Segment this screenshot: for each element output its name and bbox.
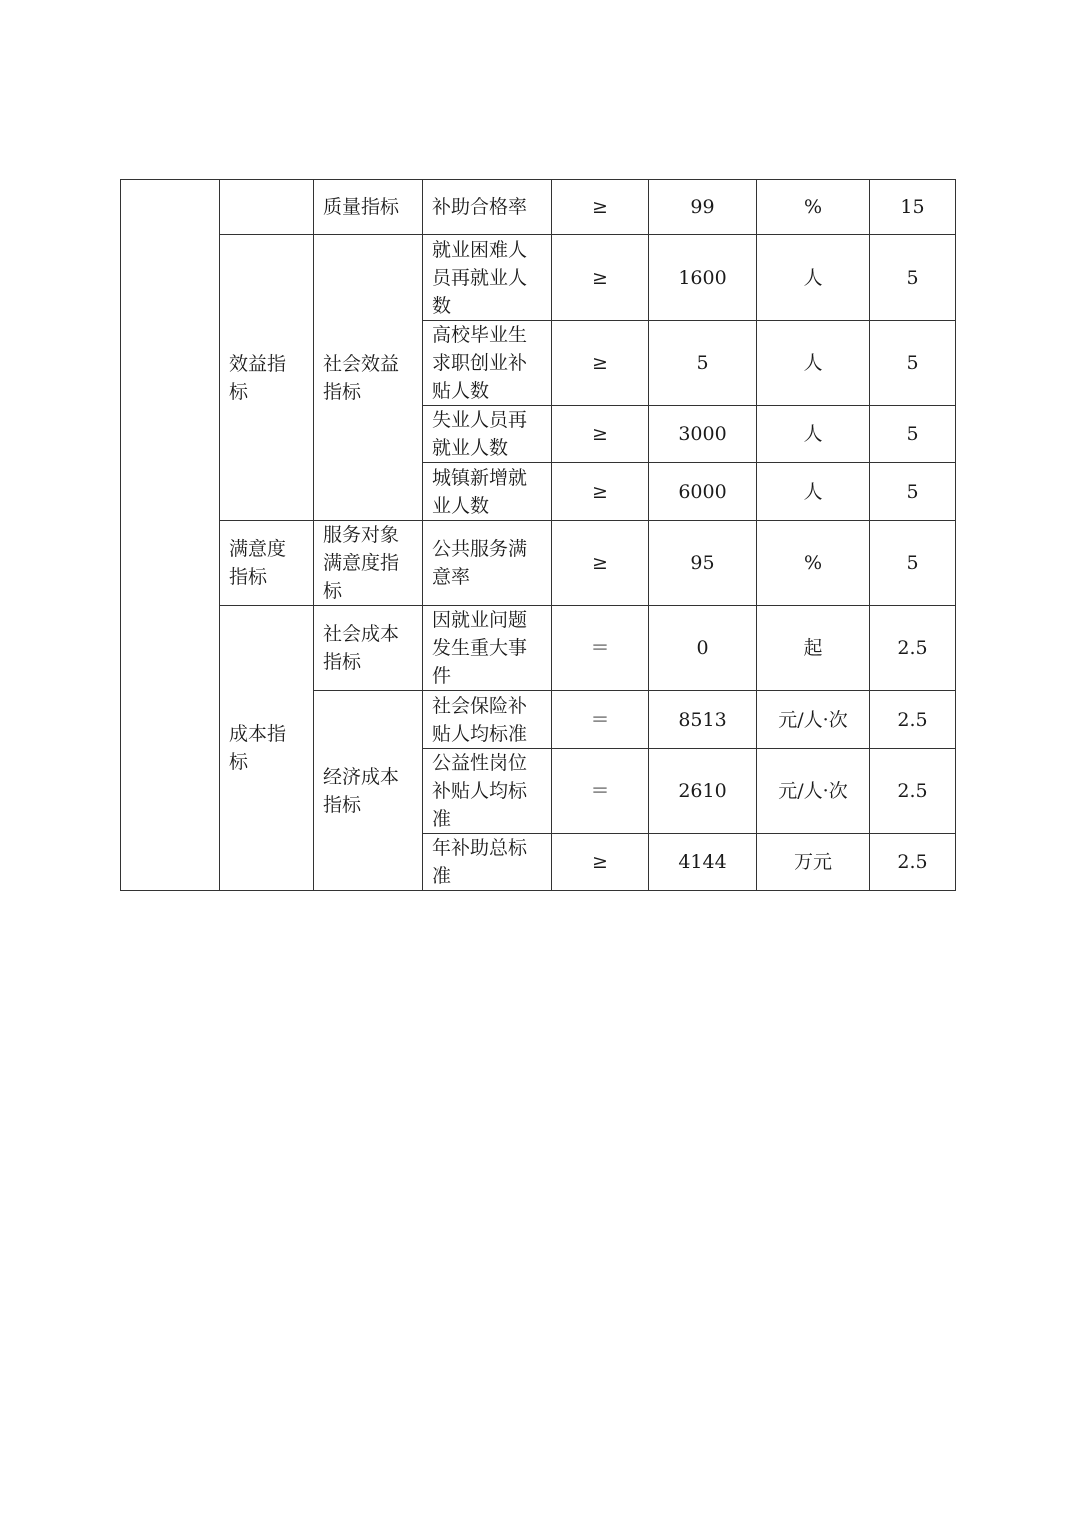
target-value-cell: 2610 <box>649 749 757 834</box>
unit-cell: 元/人·次 <box>757 691 870 749</box>
score-cell: 5 <box>870 521 956 606</box>
level2-indicator-cell: 满意度指标 <box>220 521 314 606</box>
operator-cell: ＝ <box>552 691 649 749</box>
table-row <box>121 180 956 235</box>
table-row <box>121 235 956 321</box>
operator-cell: ＝ <box>552 606 649 691</box>
operator-cell: ≥ <box>552 321 649 406</box>
target-value-cell: 6000 <box>649 463 757 521</box>
target-value-cell: 5 <box>649 321 757 406</box>
indicator-name-cell: 年补助总标准 <box>423 834 552 891</box>
operator-cell: ≥ <box>552 463 649 521</box>
level3-indicator-cell: 经济成本指标 <box>314 691 423 891</box>
unit-cell: % <box>757 521 870 606</box>
level1-indicator-cell <box>121 180 220 891</box>
indicator-name-cell: 高校毕业生求职创业补贴人数 <box>423 321 552 406</box>
operator-cell: ≥ <box>552 180 649 235</box>
indicator-name-cell: 公益性岗位补贴人均标准 <box>423 749 552 834</box>
operator-cell: ≥ <box>552 521 649 606</box>
level3-indicator-cell: 质量指标 <box>314 180 423 235</box>
operator-cell: ＝ <box>552 749 649 834</box>
level3-indicator-cell: 服务对象满意度指标 <box>314 521 423 606</box>
target-value-cell: 99 <box>649 180 757 235</box>
score-cell: 2.5 <box>870 606 956 691</box>
score-cell: 15 <box>870 180 956 235</box>
score-cell: 5 <box>870 406 956 463</box>
level2-indicator-cell: 成本指标 <box>220 606 314 891</box>
target-value-cell: 8513 <box>649 691 757 749</box>
indicator-name-cell: 社会保险补贴人均标准 <box>423 691 552 749</box>
table-row <box>121 606 956 691</box>
target-value-cell: 4144 <box>649 834 757 891</box>
indicator-name-cell: 城镇新增就业人数 <box>423 463 552 521</box>
table-row <box>121 521 956 606</box>
unit-cell: 人 <box>757 406 870 463</box>
score-cell: 2.5 <box>870 834 956 891</box>
unit-cell: 起 <box>757 606 870 691</box>
score-cell: 5 <box>870 463 956 521</box>
indicator-name-cell: 公共服务满意率 <box>423 521 552 606</box>
score-cell: 5 <box>870 321 956 406</box>
level3-indicator-cell: 社会成本指标 <box>314 606 423 691</box>
target-value-cell: 0 <box>649 606 757 691</box>
unit-cell: 元/人·次 <box>757 749 870 834</box>
level3-indicator-cell: 社会效益指标 <box>314 235 423 521</box>
score-cell: 2.5 <box>870 691 956 749</box>
operator-cell: ≥ <box>552 406 649 463</box>
score-cell: 2.5 <box>870 749 956 834</box>
target-value-cell: 1600 <box>649 235 757 321</box>
indicator-name-cell: 补助合格率 <box>423 180 552 235</box>
unit-cell: 人 <box>757 235 870 321</box>
performance-indicator-table <box>120 179 956 891</box>
target-value-cell: 3000 <box>649 406 757 463</box>
indicator-name-cell: 因就业问题发生重大事件 <box>423 606 552 691</box>
unit-cell: 人 <box>757 463 870 521</box>
level2-indicator-cell: 效益指标 <box>220 235 314 521</box>
unit-cell: 人 <box>757 321 870 406</box>
level2-indicator-cell <box>220 180 314 235</box>
operator-cell: ≥ <box>552 235 649 321</box>
score-cell: 5 <box>870 235 956 321</box>
unit-cell: 万元 <box>757 834 870 891</box>
unit-cell: % <box>757 180 870 235</box>
indicator-name-cell: 就业困难人员再就业人数 <box>423 235 552 321</box>
indicator-name-cell: 失业人员再就业人数 <box>423 406 552 463</box>
operator-cell: ≥ <box>552 834 649 891</box>
target-value-cell: 95 <box>649 521 757 606</box>
